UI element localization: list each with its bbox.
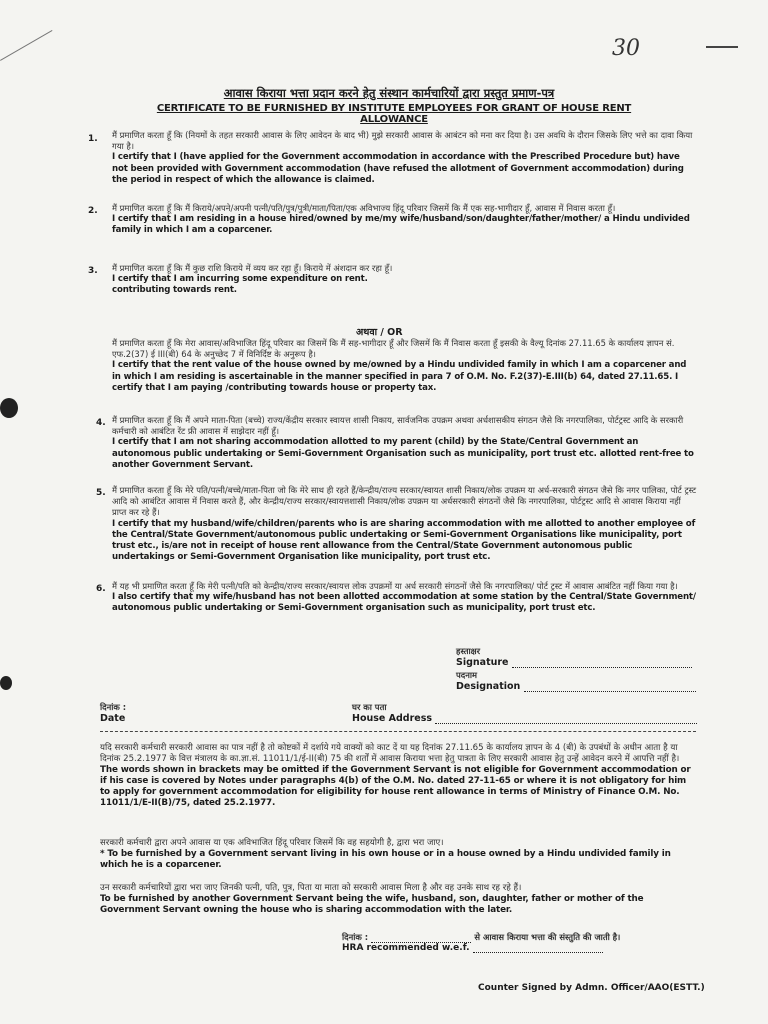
or-separator: अथवा / OR (356, 327, 403, 338)
date-row (100, 702, 126, 724)
note-text-hindi: सरकारी कर्मचारी द्वारा अपने आवास या एक अविभाजित हिंदू परिवार जिसमें कि वह सहयोगी है, द्वारा भरा जाए। (100, 838, 444, 848)
address-label-hindi: घर का पता (352, 702, 387, 712)
item-number: 3. (88, 266, 98, 276)
item-text-english: I certify that the rent value of the house owned by me/owned by a Hindu undivided family in which I am a coparcener and in which I am residing is ascertainable in the manner specified in para 7 of O.M. No. F.2(37)-E.III(b) 64, dated 27.11.65. I certify that I am paying /contributing towards house or property tax. (112, 360, 687, 393)
certificate-item (112, 415, 697, 471)
item-text-hindi: मैं यह भी प्रमाणित करता हूँ कि मेरी पत्नी/पति को केन्द्रीय/राज्य सरकार/स्वायत्त लोक उपक्रमों या अर्ध सरकारी संगठनों जैसे कि नगरपालिका/ पोर्ट ट्रस्ट में आवास आबंटित नहीं किया गया है। (112, 581, 678, 591)
item-text-hindi: मैं प्रमाणित करता हूँ कि मैं अपने माता-पिता (बच्चे) राज्य/केंद्रीय सरकार स्वायत्त शासी निकाय, सार्वजनिक उपक्रम अथवा अर्धशासकीय संगठन जैसे कि नगरपालिका, पोर्टट्रस्ट आदि के सरकारी कर्मचारी को आबंटित रेंट फ्री आवास में साझेदार नहीं हूँ। (112, 415, 684, 437)
certificate-item (112, 263, 412, 297)
item-text-hindi: मैं प्रमाणित करता हूँ कि मेरे पति/पत्नी/बच्चे/माता-पिता जो कि मेरे साथ ही रहते हैं/केन्द्रीय/राज्य सरकार/स्वायत शासी निकाय/लोक उपक्रम या अर्ध-सरकारी संगठन जैसे कि नगर पालिका, पोर्ट ट्रस्ट आदि को आबंटित आवास में निवास करते हैं, और केन्द्रीय/राज्य सरकार/स्वायत्तशासी निकाय/लोक उपक्रम या अर्धसरकारी संगठनों जैसे कि नगरपालिका, पोर्टट्रस्ट आदि से आवास किराया नहीं प्राप्त कर रहे हैं। (112, 485, 697, 518)
hra-row (342, 932, 620, 953)
punch-hole (0, 398, 18, 418)
hra-recommended-field[interactable] (473, 943, 603, 953)
title-hindi: आवास किराया भत्ता प्रदान करने हेतु संस्थान कार्मचारियों द्वारा प्रस्तुत प्रमाण-पत्र (223, 86, 555, 100)
certificate-item (112, 485, 697, 563)
item-text-english: I certify that I am incurring some expenditure on rent. contributing towards rent. (112, 274, 368, 296)
date-label-hindi: दिनांक : (100, 702, 127, 712)
hra-text-english: HRA recommended w.e.f. (342, 943, 470, 953)
signature-label: Signature (456, 657, 509, 668)
item-text-english: I certify that I (have applied for the Government accommodation in accordance with the Prescribed Procedure but) have not been provided with Government accommodation (have refused the allotment of Government accommodation) during the period in respect of which the allowance is claimed. (112, 152, 684, 185)
note-text-english: To be furnished by another Government Servant being the wife, husband, son, daughter, father or mother of the Government Servant owning the house who is sharing accommodation with the later. (100, 894, 644, 915)
signature-label-hindi: हस्ताक्षर (456, 646, 481, 656)
item-text-hindi: मैं प्रमाणित करता हूँ कि मैं किराये/अपने/अपनी पत्नी/पति/पुत्र/पुत्री/माता/पिता/एक अविभाज्य हिंदू परिवार जिसमें कि मैं एक सह-भागीदार हूँ, आवास में निवास करता हूँ। (112, 203, 616, 213)
hra-date-field[interactable] (371, 933, 471, 943)
designation-label-hindi: पदनाम (456, 670, 478, 680)
note-item (100, 743, 696, 809)
page-number-dash (706, 46, 738, 48)
date-label: Date (100, 713, 126, 724)
note-text-english: The words shown in brackets may be omitted if the Government Servant is not eligible for Government accommodation or if his case is covered by Notes under paragraphs 4(b) of the O.M. No. dated 27-11-65 or where it is not obligatory for him to apply for government accommodation for eligibility for house rent allowance in terms of Ministry of Finance O.M. No. 11011/1/E-II(B)/75, dated 25.2.1977. (100, 765, 691, 808)
item-text-hindi: मैं प्रमाणित करता हूँ कि मैं कुछ राशि किराये में व्यय कर रहा हूँ। किराये में अंशदान कर रहा हूँ। (112, 263, 393, 273)
item-number: 6. (96, 584, 106, 594)
item-text-hindi: मैं प्रमाणित करता हूँ कि (नियमों के तहत सरकारी आवास के लिए आवेदन के बाद भी) मुझे सरकारी आवास के आबंटन को मना कर दिया है। उस अवधि के दौरान जिसके लिए भत्ते का दावा किया गया है। (112, 130, 693, 152)
item-number: 5. (96, 488, 106, 498)
item-text-hindi: मैं प्रमाणित करता हूँ कि मेरा आवास/अविभाजित हिंदू परिवार का जिसमें कि मैं सह-भागीदार हूँ और जिसमें कि मैं निवास करता हूँ इसकी के वैल्यू दिनांक 27.11.65 के कार्यालय ज्ञापन सं. एफ.2(37) ई III(बी) 64 के अनुच्छेद 7 में विनिर्दिष्ट के अनुरूप है। (112, 338, 675, 360)
note-item (100, 883, 696, 916)
note-text-english: * To be furnished by a Government servant living in his own house or in a house owned by a Hindu undivided family in which he is a coparcener. (100, 849, 671, 870)
address-field[interactable] (435, 714, 697, 724)
certificate-item (112, 130, 697, 186)
designation-field[interactable] (524, 682, 696, 692)
hra-text-hindi: से आवास किराया भत्ता की संस्तुति की जाती है। (474, 932, 621, 942)
address-row (352, 702, 697, 724)
item-number: 4. (96, 418, 106, 428)
designation-label: Designation (456, 681, 521, 692)
certificate-item (112, 203, 697, 237)
item-text-english: I certify that I am residing in a house hired/owned by me/my wife/husband/son/daughter/father/mother/ a Hindu undivided family in which I am a coparcener. (112, 214, 690, 236)
title-english: CERTIFICATE TO BE FURNISHED BY INSTITUTE EMPLOYEES FOR GRANT OF HOUSE RENT ALLOWANCE (156, 103, 632, 125)
page-number: 30 (612, 36, 640, 61)
designation-row (456, 670, 696, 692)
certificate-item (112, 581, 697, 615)
item-number: 1. (88, 134, 98, 144)
note-text-hindi: उन सरकारी कर्मचारियों द्वारा भरा जाए जिनकी पत्नी, पति, पुत्र, पिता या माता को सरकारी आवास मिला है और वह उनके साथ रह रहे हैं। (100, 883, 522, 893)
item-text-english: I certify that I am not sharing accommodation allotted to my parent (child) by the State/Central Government an autonomous public undertaking or Semi-Government Organisation such as municipality, port trust etc. allotted rent-free to another Government Servant. (112, 437, 694, 470)
item-number: 2. (88, 206, 98, 216)
signature-field[interactable] (512, 658, 692, 668)
hra-english-line (342, 943, 620, 953)
item-text-english: I also certify that my wife/husband has not been allotted accommodation at some station by the Central/State Government/ autonomous public undertaking or Semi-Government organisation such as municipality, port trust etc. (112, 592, 696, 614)
item-text-english: I certify that my husband/wife/children/parents who is are sharing accommodation with me allotted to another employee of the Central/State Government/autonomous public undertaking or Semi-Government Organisations like municipality, port trust etc., is/are not in receipt of house rent allowance from the Central/State Government autonomous public undertakings or Semi-Government Organisation like municipality, port trust etc. (112, 518, 696, 563)
note-item (100, 838, 696, 871)
note-text-hindi: यदि सरकारी कर्मचारी सरकारी आवास का पात्र नहीं है तो कोष्टकों में दर्शाये गये वाक्यों को काट दें या यह दिनांक 27.11.65 के कार्यालय ज्ञापन के 4 (बी) के उपबंधों के अधीन आता है या दिनांक 25.2.1977 के वित्त मंत्रालय के का.ज्ञा.सं. 11011/1/ई-II(बी) 75 की शर्तों में आवास किराया भत्ता हेतु पात्रता के लिए सरकारी आवास हेतु उन्हें आवेदन करने में आपत्ति नहीं है। (100, 743, 680, 764)
certificate-item (112, 338, 697, 394)
address-label: House Address (352, 713, 433, 724)
punch-hole (0, 676, 12, 690)
counter-signature-label: Counter Signed by Admn. Officer/AAO(ESTT.) (478, 983, 705, 993)
page-edge-line (0, 30, 52, 61)
signature-row (456, 646, 692, 668)
hra-date-label: दिनांक : (342, 932, 369, 942)
separator-line (100, 731, 696, 732)
